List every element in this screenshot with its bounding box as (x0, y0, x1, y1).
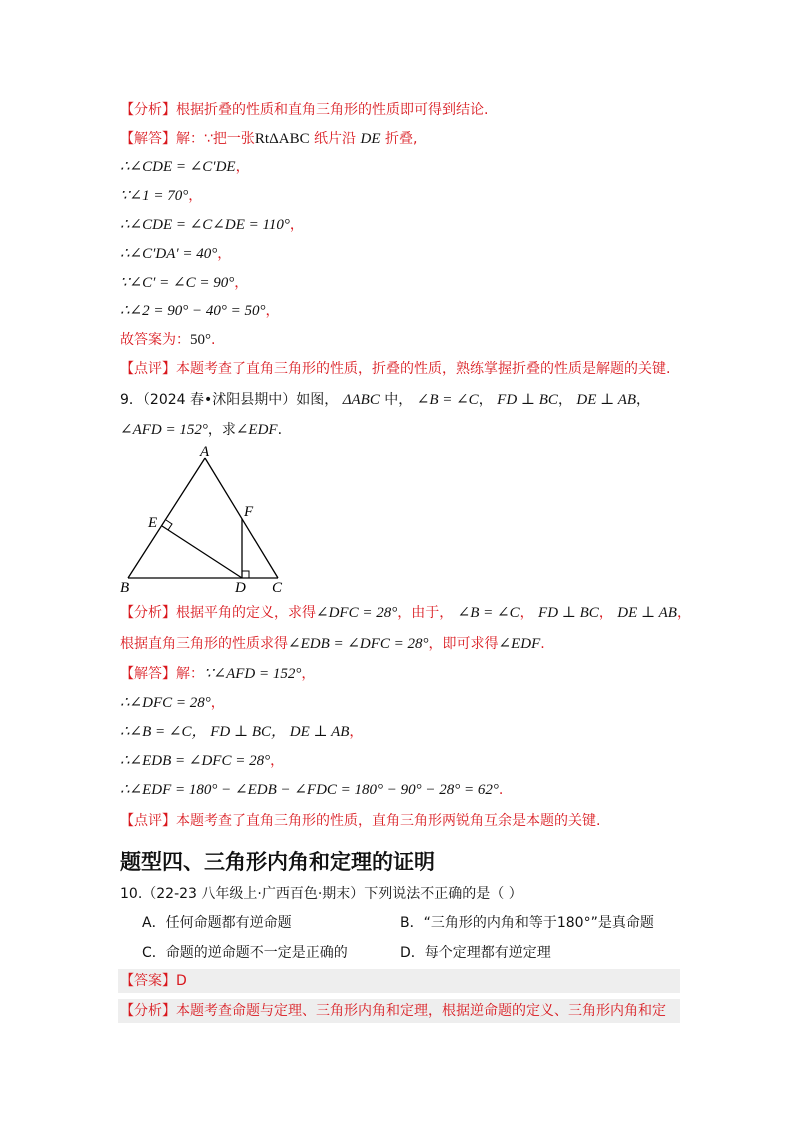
comment2-line (120, 812, 600, 830)
analysis-math: ∠B = ∠C (457, 605, 520, 621)
option-letter: D． (400, 945, 425, 961)
option-letter: A． (142, 915, 166, 931)
analysis-text: 根据折叠的性质和直角三角形的性质即可得到结论. (176, 102, 489, 118)
analysis-tag: 【分析】 (120, 1003, 176, 1019)
answer-value: D (176, 973, 187, 989)
step-tail: ， (188, 188, 203, 204)
analysis10-line (120, 1002, 666, 1020)
option-c[interactable] (142, 944, 348, 962)
step-tail: . (498, 782, 504, 798)
analysis-tag: 【分析】 (120, 102, 176, 118)
option-d[interactable] (400, 944, 551, 962)
step-line (120, 723, 363, 741)
ask-end: . (277, 422, 283, 438)
step-math: ∵∠1 = 70° (120, 188, 189, 204)
step-tail: ， (265, 303, 280, 319)
option-text: 命题的逆命题不一定是正确的 (165, 945, 348, 961)
step-line (120, 216, 304, 234)
analysis-line-1 (120, 101, 488, 119)
analysis-text: ，即可求得 (428, 636, 499, 652)
ask-target: ∠EDF (235, 422, 278, 438)
step-line (120, 694, 225, 712)
analysis-math: FD ⊥ BC (538, 605, 599, 621)
comment-tag: 【点评】 (120, 361, 176, 377)
right-angle-mark-d (242, 571, 249, 578)
sep: ， (598, 605, 613, 621)
sep: ， (301, 666, 316, 682)
question-number: 9． (120, 392, 143, 408)
cond-perp-fd: FD ⊥ BC (497, 392, 558, 408)
final-value: 50° (190, 332, 211, 348)
step-math: ∴∠CDE = ∠C∠DE = 110° (120, 217, 290, 233)
step-line (120, 158, 250, 176)
cond-angles: ∠B = ∠C (416, 392, 479, 408)
analysis-text: ，由于， (397, 605, 454, 621)
cond-perp-de: DE ⊥ AB (576, 392, 637, 408)
question-9-line-2 (120, 421, 282, 439)
cond-sep: 中， (379, 392, 413, 408)
step-math: ∴∠C′DA′ = 40° (120, 246, 218, 262)
step-line (120, 752, 284, 770)
comment-text: 本题考查了直角三角形的性质，折叠的性质，熟练掌握折叠的性质是解题的关键. (176, 361, 671, 377)
triangle-figure (110, 440, 310, 600)
step-line (120, 245, 231, 263)
label-d: D (235, 580, 246, 596)
answer2-line-1 (120, 665, 315, 683)
side-ab (128, 458, 205, 578)
step-math: ∴∠EDB = ∠DFC = 28° (120, 753, 271, 769)
step-tail: ， (210, 695, 225, 711)
final-answer-line (120, 331, 215, 349)
step-math: ∴∠B = ∠C， FD ⊥ BC， DE ⊥ AB (120, 724, 350, 740)
analysis2-line-2 (120, 635, 545, 653)
answer-rt: RtΔABC (254, 131, 310, 147)
cond-triangle: ΔABC (342, 392, 380, 408)
answer-line-1 (120, 130, 417, 148)
option-text: 任何命题都有逆命题 (165, 915, 292, 931)
analysis-math: DE ⊥ AB (617, 605, 677, 621)
cond-sep: ， (557, 392, 572, 408)
step-tail: ， (270, 753, 285, 769)
sep: ， (676, 605, 691, 621)
answer-de: DE (360, 131, 381, 147)
option-text: “三角形的内角和等于180°”是真命题 (423, 915, 654, 931)
answer-intro: 解：∵把一张 (176, 131, 255, 147)
label-b: B (120, 580, 130, 596)
final-label: 故答案为： (120, 332, 190, 348)
analysis-math: ∠DFC = 28° (316, 605, 398, 621)
step-line (120, 274, 248, 292)
step-math: ∴∠2 = 90° − 40° = 50° (120, 303, 266, 319)
option-letter: C． (142, 945, 166, 961)
question-source: （2024 春•沭阳县期中）如图， (142, 392, 339, 408)
option-a[interactable] (142, 914, 292, 932)
step-tail: ， (234, 275, 249, 291)
step-math: ∴∠DFC = 28° (120, 695, 211, 711)
cond-sep: ， (478, 392, 493, 408)
step-math: ∴∠CDE = ∠C′DE (120, 159, 236, 175)
comment-text: 本题考查了直角三角形的性质，直角三角形两锐角互余是本题的关键. (176, 813, 601, 829)
label-a: A (200, 444, 210, 460)
final-end: . (211, 332, 216, 348)
comment-line (120, 360, 670, 378)
label-f: F (244, 504, 254, 520)
analysis-end: . (540, 636, 545, 652)
analysis-text: 本题考查命题与定理、三角形内角和定理，根据逆命题的定义、三角形内角和定 (176, 1003, 666, 1019)
step-line (120, 302, 279, 320)
analysis-text: 根据直角三角形的性质求得 (120, 636, 288, 652)
step-tail: ， (235, 159, 250, 175)
step-line (120, 781, 503, 799)
step-tail: ， (349, 724, 364, 740)
question-number: 10. (120, 886, 143, 902)
answer-tag: 【答案】 (120, 973, 176, 989)
step-line (120, 187, 202, 205)
section-heading: 题型四、三角形内角和定理的证明 (120, 850, 435, 874)
question-9-line-1 (120, 391, 650, 409)
comment-tag: 【点评】 (120, 813, 176, 829)
answer-math: ∵∠AFD = 152° (204, 666, 302, 682)
answer-intro: 解： (176, 666, 204, 682)
answer-end: 折叠, (380, 131, 418, 147)
option-text: 每个定理都有逆定理 (424, 945, 551, 961)
option-b[interactable] (400, 914, 654, 932)
step-math: ∴∠EDF = 180° − ∠EDB − ∠FDC = 180° − 90° − 28° = 62° (120, 782, 499, 798)
ask-text: ，求 (207, 422, 236, 438)
label-e: E (148, 515, 158, 531)
answer10-line (120, 972, 187, 990)
cond-afd: ∠AFD = 152° (120, 422, 208, 438)
question-stem: （22-23 八年级上·广西百色·期末）下列说法不正确的是（ ） (142, 886, 523, 902)
answer-shade (118, 969, 680, 993)
answer-tag: 【解答】 (120, 131, 176, 147)
cond-sep: ， (636, 392, 651, 408)
question-10-stem (120, 885, 523, 903)
option-letter: B． (400, 915, 424, 931)
analysis-text: 根据平角的定义，求得 (176, 605, 316, 621)
analysis-tag: 【分析】 (120, 605, 176, 621)
sep: ， (519, 605, 534, 621)
label-c: C (272, 580, 283, 596)
answer-mid: 纸片沿 (309, 131, 361, 147)
analysis-math: ∠EDB = ∠DFC = 28° (288, 636, 429, 652)
step-tail: ， (217, 246, 232, 262)
step-tail: ， (289, 217, 304, 233)
analysis2-line-1 (120, 604, 691, 622)
step-math: ∵∠C′ = ∠C = 90° (120, 275, 235, 291)
answer-tag: 【解答】 (120, 666, 176, 682)
segment-de (162, 526, 242, 578)
analysis-math: ∠EDF (498, 636, 541, 652)
